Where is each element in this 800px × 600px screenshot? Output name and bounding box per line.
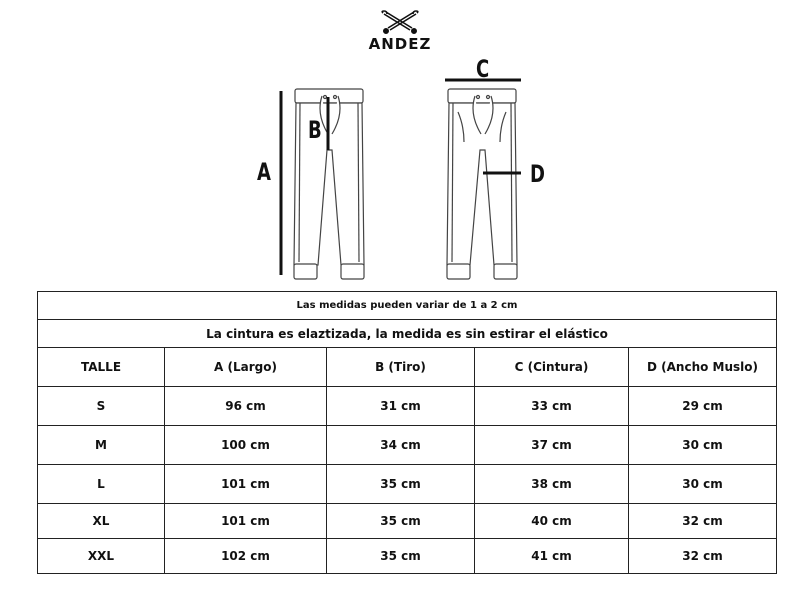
label-a: A [257,158,271,186]
table-cell: L [38,465,165,504]
table-cell: S [38,387,165,426]
note-row [38,320,777,348]
table-cell: 31 cm [327,387,475,426]
table-cell: 35 cm [327,504,475,539]
back-pants-drawing [447,89,517,279]
table-cell: 38 cm [475,465,629,504]
table-cell: M [38,426,165,465]
header-row [38,348,777,387]
label-c: C [476,55,490,83]
table-cell: 30 cm [629,426,777,465]
column-header: A (Largo) [165,348,327,387]
table-cell: 29 cm [629,387,777,426]
table-row [38,539,777,574]
label-d: D [530,160,545,188]
table-cell: 101 cm [165,465,327,504]
table-cell: XXL [38,539,165,574]
table-cell: 37 cm [475,426,629,465]
label-b: B [308,116,322,144]
note-row [38,292,777,320]
table-cell: 34 cm [327,426,475,465]
note-waist: La cintura es elaztizada, la medida es sin estirar el elástico [38,320,777,348]
column-header: B (Tiro) [327,348,475,387]
column-header: TALLE [38,348,165,387]
column-header: D (Ancho Muslo) [629,348,777,387]
size-table [37,291,777,574]
column-header: C (Cintura) [475,348,629,387]
table-row [38,387,777,426]
table-cell: 32 cm [629,504,777,539]
table-cell: 32 cm [629,539,777,574]
table-cell: 96 cm [165,387,327,426]
table-cell: 100 cm [165,426,327,465]
table-cell: 35 cm [327,539,475,574]
note-range: Las medidas pueden variar de 1 a 2 cm [38,292,777,320]
table-cell: 35 cm [327,465,475,504]
table-cell: 41 cm [475,539,629,574]
brand-name: ANDEZ [368,35,432,53]
table-cell: 101 cm [165,504,327,539]
table-row [38,504,777,539]
table-row [38,426,777,465]
table-cell: 102 cm [165,539,327,574]
table-cell: 30 cm [629,465,777,504]
table-cell: 40 cm [475,504,629,539]
table-cell: 33 cm [475,387,629,426]
table-cell: XL [38,504,165,539]
pants-diagram [0,0,800,290]
table-row [38,465,777,504]
